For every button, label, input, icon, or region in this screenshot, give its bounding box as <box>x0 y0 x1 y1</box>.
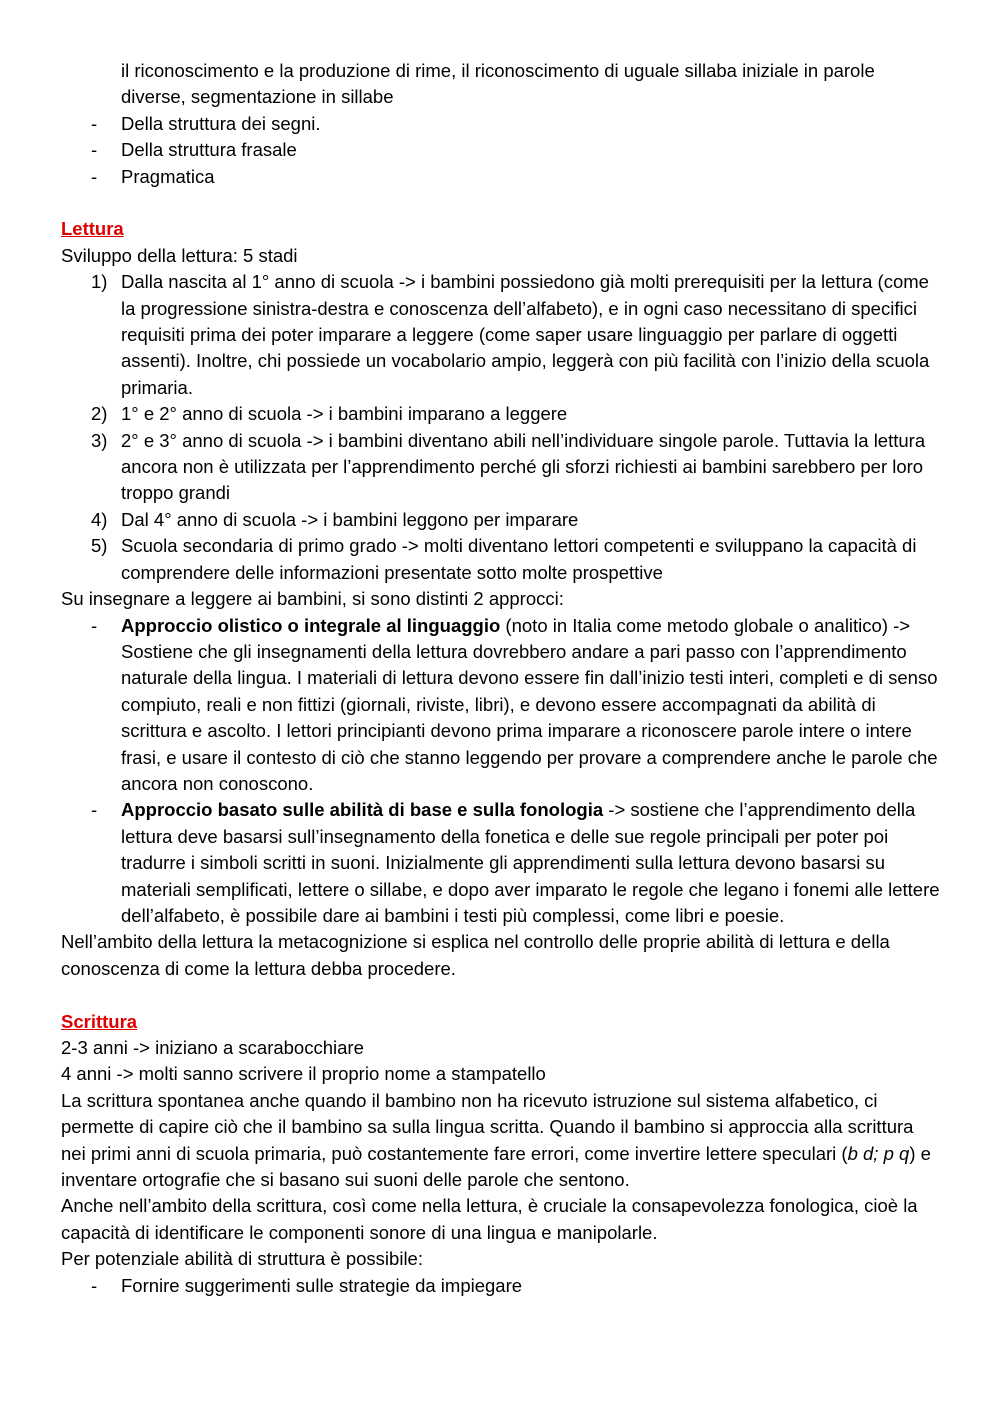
approach-title: Approccio basato sulle abilità di base e sulla fonologia <box>121 799 604 821</box>
dash-marker: - <box>91 165 98 187</box>
dash-marker: - <box>91 1274 98 1296</box>
stage-number: 1) <box>91 271 108 293</box>
stage-text: Scuola secondaria di primo grado -> molti diventano lettori competenti e sviluppano la capacità di comprendere delle informazioni presentate sotto molte prospettive <box>121 535 917 583</box>
scrittura-paragraph <box>61 1088 940 1194</box>
stage-item <box>61 269 940 401</box>
stage-number: 5) <box>91 535 108 557</box>
intro-continuation: il riconoscimento e la produzione di rime, il riconoscimento di uguale sillaba iniziale in parole diverse, segmentazione in sillabe <box>121 60 875 108</box>
dash-marker: - <box>91 799 98 821</box>
stage-item <box>61 401 940 427</box>
italic-example: b d; p q <box>847 1142 910 1164</box>
approach-text: -> sostiene che l’apprendimento della lettura deve basarsi sull’insegnamento della fonetica e delle sue regole principali per poter poi tradurre i simboli scritti in suoni. Inizialmente gli apprendimenti sulla lettura devono basarsi su materiali semplificati, lettere o sillabe, e dopo aver imparato le regole che legano i fonemi alle lettere dell’alfabeto, è possibile dare ai bambini i testi più complessi, come libri e poesie. <box>121 799 940 926</box>
scrittura-line: 4 anni -> molti sanno scrivere il proprio nome a stampatello <box>61 1063 546 1085</box>
section-heading-scrittura: Scrittura <box>61 1010 138 1032</box>
list-item-text: Pragmatica <box>121 165 215 187</box>
spacer <box>61 190 940 216</box>
approach-title: Approccio olistico o integrale al linguaggio <box>121 614 501 636</box>
approaches-intro: Su insegnare a leggere ai bambini, si sono distinti 2 approcci: <box>61 588 564 610</box>
approach-item <box>61 797 940 929</box>
paragraph-text: ) e inventare ortografie che si basano sui suoni delle parole che sentono. <box>61 1142 931 1191</box>
stage-number: 4) <box>91 508 108 530</box>
stage-text: Dal 4° anno di scuola -> i bambini leggono per imparare <box>121 508 579 530</box>
lettura-subtitle: Sviluppo della lettura: 5 stadi <box>61 244 298 266</box>
list-item-text: Fornire suggerimenti sulle strategie da impiegare <box>121 1274 523 1296</box>
stage-number: 2) <box>91 403 108 425</box>
approach-text: (noto in Italia come metodo globale o analitico) -> Sostiene che gli insegnamenti della lettura dovrebbero andare a pari passo con l’apprendimento naturale della lingua. I materiali di lettura devono essere fin dall’inizio testi interi, completi e di senso compiuto, reali e non fittizi (giornali, riviste, libri), e devono essere accompagnati da abilità di scrittura e ascolto. I lettori principianti devono prima imparare a riconoscere parole intere o intere frasi, e usare il contesto di ciò che stanno leggendo per provare a comprendere anche le parole che ancora non conoscono. <box>121 614 938 794</box>
approach-item <box>61 613 940 798</box>
section-heading-lettura: Lettura <box>61 218 124 240</box>
paragraph-text: La scrittura spontanea anche quando il bambino non ha ricevuto istruzione sul sistema alfabetico, ci permette di capire ciò che il bambino sa sulla lingua scritta. Quando il bambino si approccia alla scrittura nei primi anni di scuola primaria, può costantemente fare errori, come invertire lettere speculari ( <box>61 1089 914 1164</box>
stage-item <box>61 428 940 507</box>
scrittura-paragraph: Per potenziale abilità di struttura è possibile: <box>61 1248 423 1270</box>
spacer <box>61 982 940 1008</box>
stage-text: 2° e 3° anno di scuola -> i bambini diventano abili nell’individuare singole parole. Tuttavia la lettura ancora non è utilizzata per l’apprendimento perché gli sforzi richiesti ai bambini sarebbero per loro troppo grandi <box>121 429 926 504</box>
dash-marker: - <box>91 139 98 161</box>
stage-text: 1° e 2° anno di scuola -> i bambini imparano a leggere <box>121 403 568 425</box>
dash-marker: - <box>91 614 98 636</box>
scrittura-paragraph: Anche nell’ambito della scrittura, così come nella lettura, è cruciale la consapevolezza fonologica, cioè la capacità di identificare le componenti sonore di una lingua e manipolarle. <box>61 1195 918 1243</box>
list-item-text: Della struttura frasale <box>121 139 297 161</box>
scrittura-line: 2-3 anni -> iniziano a scarabocchiare <box>61 1037 364 1058</box>
dash-marker: - <box>91 112 98 134</box>
list-item <box>61 164 940 190</box>
list-item <box>61 1273 940 1299</box>
list-item <box>61 137 940 163</box>
stage-text: Dalla nascita al 1° anno di scuola -> i bambini possiedono già molti prerequisiti per la lettura (come la progressione sinistra-destra e conoscenza dell’alfabeto), e in ogni caso necessitano di specifici requisiti prima dei poter imparare a leggere (come saper usare linguaggio per parlare di oggetti assenti). Inoltre, chi possiede un vocabolario ampio, leggerà con più facilità con l’inizio della scuola primaria. <box>121 271 930 398</box>
stage-number: 3) <box>91 429 108 451</box>
stage-item <box>61 507 940 533</box>
stage-item <box>61 533 940 586</box>
metacognition-paragraph: Nell’ambito della lettura la metacognizione si esplica nel controllo delle proprie abilità di lettura e della conoscenza di come la lettura debba procedere. <box>61 931 890 979</box>
list-item <box>61 111 940 137</box>
list-item-text: Della struttura dei segni. <box>121 112 321 134</box>
